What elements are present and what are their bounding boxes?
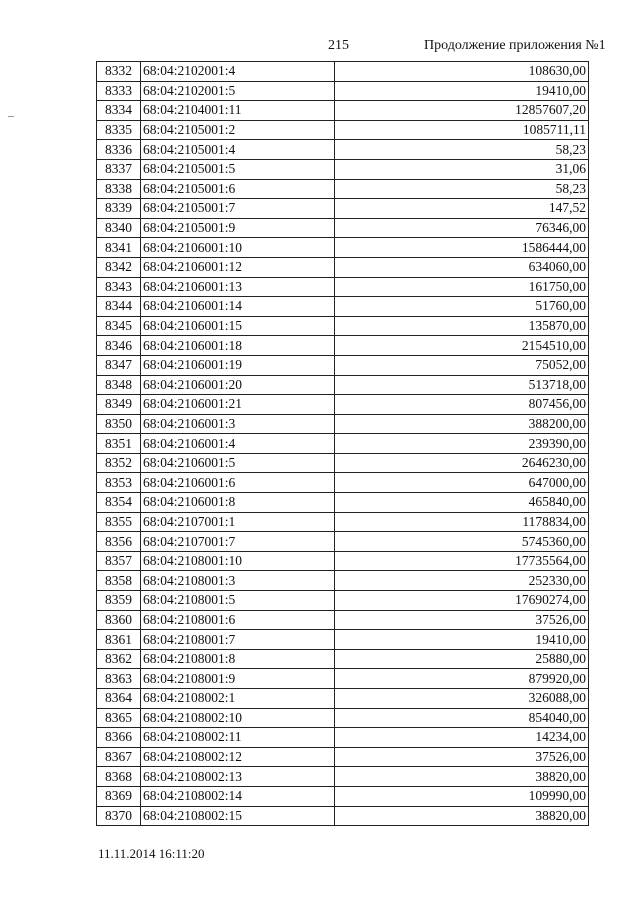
table-row <box>97 238 589 258</box>
table-row <box>97 728 589 748</box>
cadastral-value-cell: 5745360,00 <box>335 532 589 552</box>
cadastral-value-cell: 58,23 <box>335 140 589 160</box>
table-row <box>97 747 589 767</box>
cadastral-number-cell: 68:04:2108001:10 <box>141 551 335 571</box>
cadastral-value-cell: 807456,00 <box>335 395 589 415</box>
page-number: 215 <box>328 38 349 53</box>
row-number-cell: 8364 <box>97 689 141 709</box>
row-number-cell: 8360 <box>97 610 141 630</box>
cadastral-value-cell: 634060,00 <box>335 257 589 277</box>
cadastral-value-cell: 12857607,20 <box>335 101 589 121</box>
cadastral-value-cell: 19410,00 <box>335 81 589 101</box>
cadastral-value-cell: 465840,00 <box>335 493 589 513</box>
table-row <box>97 512 589 532</box>
cadastral-value-cell: 326088,00 <box>335 689 589 709</box>
cadastral-number-cell: 68:04:2108002:14 <box>141 786 335 806</box>
row-number-cell: 8340 <box>97 218 141 238</box>
table-row <box>97 669 589 689</box>
table-row <box>97 473 589 493</box>
table-row <box>97 277 589 297</box>
table-row <box>97 708 589 728</box>
cadastral-number-cell: 68:04:2106001:18 <box>141 336 335 356</box>
table-row <box>97 120 589 140</box>
cadastral-value-cell: 38820,00 <box>335 806 589 826</box>
cadastral-number-cell: 68:04:2108001:9 <box>141 669 335 689</box>
cadastral-number-cell: 68:04:2106001:19 <box>141 355 335 375</box>
table-row <box>97 453 589 473</box>
table-row <box>97 689 589 709</box>
row-number-cell: 8369 <box>97 786 141 806</box>
row-number-cell: 8346 <box>97 336 141 356</box>
row-number-cell: 8343 <box>97 277 141 297</box>
cadastral-number-cell: 68:04:2106001:5 <box>141 453 335 473</box>
cadastral-number-cell: 68:04:2105001:2 <box>141 120 335 140</box>
table-row <box>97 199 589 219</box>
cadastral-number-cell: 68:04:2108002:1 <box>141 689 335 709</box>
table-row <box>97 316 589 336</box>
cadastral-value-table <box>96 61 589 826</box>
cadastral-value-cell: 108630,00 <box>335 62 589 82</box>
cadastral-value-cell: 388200,00 <box>335 414 589 434</box>
cadastral-value-cell: 38820,00 <box>335 767 589 787</box>
table-body <box>97 62 589 826</box>
cadastral-number-cell: 68:04:2104001:11 <box>141 101 335 121</box>
table-row <box>97 630 589 650</box>
cadastral-value-cell: 239390,00 <box>335 434 589 454</box>
row-number-cell: 8347 <box>97 355 141 375</box>
table-row <box>97 179 589 199</box>
cadastral-number-cell: 68:04:2106001:20 <box>141 375 335 395</box>
row-number-cell: 8351 <box>97 434 141 454</box>
row-number-cell: 8337 <box>97 159 141 179</box>
cadastral-number-cell: 68:04:2106001:13 <box>141 277 335 297</box>
table-row <box>97 551 589 571</box>
cadastral-number-cell: 68:04:2108001:7 <box>141 630 335 650</box>
cadastral-number-cell: 68:04:2106001:14 <box>141 297 335 317</box>
cadastral-value-cell: 1586444,00 <box>335 238 589 258</box>
row-number-cell: 8362 <box>97 649 141 669</box>
row-number-cell: 8365 <box>97 708 141 728</box>
row-number-cell: 8361 <box>97 630 141 650</box>
cadastral-value-cell: 2646230,00 <box>335 453 589 473</box>
cadastral-value-cell: 161750,00 <box>335 277 589 297</box>
table-row <box>97 591 589 611</box>
cadastral-number-cell: 68:04:2106001:4 <box>141 434 335 454</box>
table-row <box>97 806 589 826</box>
cadastral-number-cell: 68:04:2106001:3 <box>141 414 335 434</box>
cadastral-value-cell: 854040,00 <box>335 708 589 728</box>
row-number-cell: 8332 <box>97 62 141 82</box>
cadastral-number-cell: 68:04:2107001:7 <box>141 532 335 552</box>
cadastral-number-cell: 68:04:2102001:5 <box>141 81 335 101</box>
cadastral-number-cell: 68:04:2105001:4 <box>141 140 335 160</box>
row-number-cell: 8333 <box>97 81 141 101</box>
table-row <box>97 218 589 238</box>
cadastral-number-cell: 68:04:2106001:21 <box>141 395 335 415</box>
table-row <box>97 62 589 82</box>
row-number-cell: 8336 <box>97 140 141 160</box>
table-row <box>97 532 589 552</box>
cadastral-number-cell: 68:04:2105001:6 <box>141 179 335 199</box>
row-number-cell: 8344 <box>97 297 141 317</box>
cadastral-value-cell: 135870,00 <box>335 316 589 336</box>
table-row <box>97 81 589 101</box>
table-row <box>97 355 589 375</box>
cadastral-value-cell: 1178834,00 <box>335 512 589 532</box>
cadastral-value-cell: 147,52 <box>335 199 589 219</box>
row-number-cell: 8353 <box>97 473 141 493</box>
table-row <box>97 159 589 179</box>
cadastral-value-cell: 58,23 <box>335 179 589 199</box>
cadastral-number-cell: 68:04:2108001:5 <box>141 591 335 611</box>
table-row <box>97 257 589 277</box>
cadastral-number-cell: 68:04:2108001:6 <box>141 610 335 630</box>
cadastral-value-cell: 17690274,00 <box>335 591 589 611</box>
cadastral-number-cell: 68:04:2106001:12 <box>141 257 335 277</box>
cadastral-number-cell: 68:04:2105001:7 <box>141 199 335 219</box>
row-number-cell: 8354 <box>97 493 141 513</box>
row-number-cell: 8334 <box>97 101 141 121</box>
cadastral-value-cell: 647000,00 <box>335 473 589 493</box>
row-number-cell: 8350 <box>97 414 141 434</box>
cadastral-number-cell: 68:04:2108002:13 <box>141 767 335 787</box>
row-number-cell: 8348 <box>97 375 141 395</box>
cadastral-value-cell: 109990,00 <box>335 786 589 806</box>
cadastral-value-cell: 2154510,00 <box>335 336 589 356</box>
table-row <box>97 140 589 160</box>
cadastral-value-cell: 25880,00 <box>335 649 589 669</box>
cadastral-number-cell: 68:04:2108001:8 <box>141 649 335 669</box>
appendix-continuation-note: Продолжение приложения №1 <box>424 38 606 53</box>
cadastral-number-cell: 68:04:2106001:6 <box>141 473 335 493</box>
cadastral-value-cell: 1085711,11 <box>335 120 589 140</box>
table-row <box>97 610 589 630</box>
row-number-cell: 8367 <box>97 747 141 767</box>
cadastral-value-cell: 37526,00 <box>335 610 589 630</box>
cadastral-number-cell: 68:04:2106001:15 <box>141 316 335 336</box>
table-row <box>97 493 589 513</box>
row-number-cell: 8349 <box>97 395 141 415</box>
cadastral-number-cell: 68:04:2108002:10 <box>141 708 335 728</box>
cadastral-number-cell: 68:04:2107001:1 <box>141 512 335 532</box>
cadastral-number-cell: 68:04:2105001:9 <box>141 218 335 238</box>
row-number-cell: 8342 <box>97 257 141 277</box>
row-number-cell: 8338 <box>97 179 141 199</box>
table-row <box>97 434 589 454</box>
print-timestamp: 11.11.2014 16:11:20 <box>98 846 205 861</box>
table-row <box>97 101 589 121</box>
row-number-cell: 8341 <box>97 238 141 258</box>
cadastral-value-cell: 513718,00 <box>335 375 589 395</box>
row-number-cell: 8368 <box>97 767 141 787</box>
table-row <box>97 395 589 415</box>
table-row <box>97 336 589 356</box>
cadastral-value-cell: 37526,00 <box>335 747 589 767</box>
row-number-cell: 8339 <box>97 199 141 219</box>
cadastral-number-cell: 68:04:2108001:3 <box>141 571 335 591</box>
row-number-cell: 8370 <box>97 806 141 826</box>
cadastral-value-cell: 14234,00 <box>335 728 589 748</box>
cadastral-number-cell: 68:04:2106001:8 <box>141 493 335 513</box>
cadastral-value-cell: 17735564,00 <box>335 551 589 571</box>
cadastral-number-cell: 68:04:2105001:5 <box>141 159 335 179</box>
scan-margin-mark <box>8 116 14 117</box>
cadastral-number-cell: 68:04:2108002:12 <box>141 747 335 767</box>
table-row <box>97 767 589 787</box>
cadastral-value-cell: 76346,00 <box>335 218 589 238</box>
table-row <box>97 649 589 669</box>
table-row <box>97 786 589 806</box>
row-number-cell: 8363 <box>97 669 141 689</box>
cadastral-number-cell: 68:04:2102001:4 <box>141 62 335 82</box>
table-row <box>97 414 589 434</box>
row-number-cell: 8359 <box>97 591 141 611</box>
cadastral-number-cell: 68:04:2108002:11 <box>141 728 335 748</box>
row-number-cell: 8358 <box>97 571 141 591</box>
cadastral-number-cell: 68:04:2108002:15 <box>141 806 335 826</box>
cadastral-value-cell: 75052,00 <box>335 355 589 375</box>
cadastral-value-cell: 252330,00 <box>335 571 589 591</box>
table-row <box>97 571 589 591</box>
row-number-cell: 8366 <box>97 728 141 748</box>
row-number-cell: 8356 <box>97 532 141 552</box>
row-number-cell: 8357 <box>97 551 141 571</box>
row-number-cell: 8352 <box>97 453 141 473</box>
row-number-cell: 8355 <box>97 512 141 532</box>
table-row <box>97 297 589 317</box>
cadastral-value-cell: 19410,00 <box>335 630 589 650</box>
cadastral-value-cell: 879920,00 <box>335 669 589 689</box>
table-row <box>97 375 589 395</box>
row-number-cell: 8345 <box>97 316 141 336</box>
cadastral-value-cell: 51760,00 <box>335 297 589 317</box>
row-number-cell: 8335 <box>97 120 141 140</box>
cadastral-number-cell: 68:04:2106001:10 <box>141 238 335 258</box>
cadastral-value-cell: 31,06 <box>335 159 589 179</box>
